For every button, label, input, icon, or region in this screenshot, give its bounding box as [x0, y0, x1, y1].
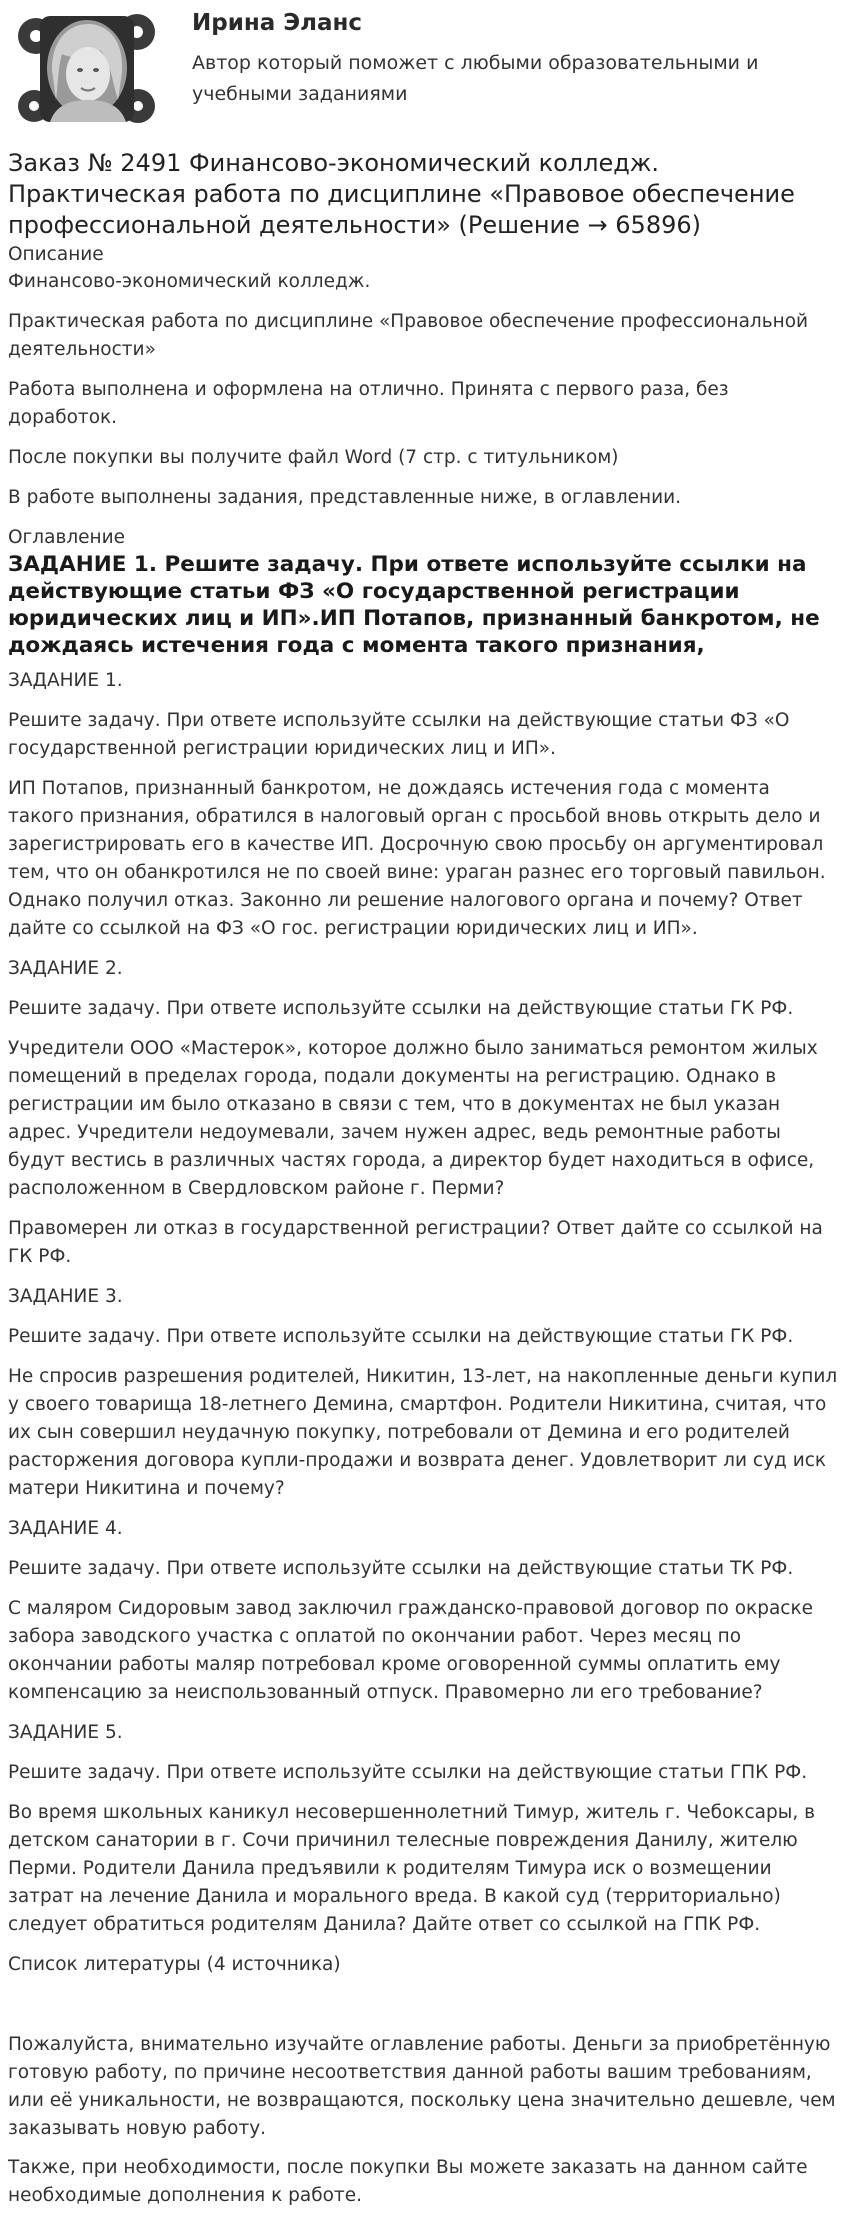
- refund-notice: Пожалуйста, внимательно изучайте оглавление работы. Деньги за приобретённую готовую работу, по причине несоответствия данной работы вашим требованиям, или её уникальности, не возвращаются, поскольку цена значительно дешевле, чем заказывать новую работу.: [8, 2034, 836, 2139]
- task-text: Не спросив разрешения родителей, Никитин, 13-лет, на накопленные деньги купил у своего товарища 18-летнего Демина, смартфон. Родители Никитина, считая, что их сын совершил неудачную покупку, потребовали от Демина и его родителей расторжения договора купли-продажи и возврата денег. Удовлетворит ли суд иск матери Никитина и почему?: [8, 1366, 838, 1499]
- task-instruction: Решите задачу. При ответе используйте ссылки на действующие статьи ГК РФ.: [8, 998, 794, 1019]
- toc-label: Оглавление: [8, 527, 126, 548]
- task-title: ЗАДАНИЕ 2.: [8, 958, 123, 979]
- additions-notice: Также, при необходимости, после покупки Вы можете заказать на данном сайте необходимые дополнения к работе.: [8, 2157, 808, 2206]
- author-name[interactable]: Ирина Эланс: [192, 10, 363, 36]
- task-text: Во время школьных каникул несовершеннолетний Тимур, житель г. Чебоксары, в детском санатории в г. Сочи причинил телесные повреждения Данилу, жителю Перми. Родители Данила предъявили к родителям Тимура иск о возмещении затрат на лечение Данила и морального вреда. В какой суд (территориально) следует обратиться родителям Данила? Дайте ответ со ссылкой на ГПК РФ.: [8, 1802, 815, 1935]
- description-paragraph: Финансово-экономический колледж.: [8, 271, 371, 292]
- author-avatar: [14, 8, 159, 130]
- task-text: Учредители ООО «Мастерок», которое должно было заниматься ремонтом жилых помещений в пределах города, подали документы на регистрацию. Однако в регистрации им было отказано в связи с тем, что в документах не был указан адрес. Учредители недоумевали, зачем нужен адрес, ведь ремонтные работы будут вестись в различных частях города, а директор будет находиться в офисе, расположенном в Свердловском районе г. Перми?: [8, 1038, 818, 1199]
- description-paragraph: После покупки вы получите файл Word (7 стр. с титульником): [8, 447, 619, 468]
- task-text: Правомерен ли отказ в государственной регистрации? Ответ дайте со ссылкой на ГК РФ.: [8, 1218, 823, 1267]
- task-text: С маляром Сидоровым завод заключил гражданско-правовой договор по окраске забора заводского участка с оплатой по окончании работ. Через месяц по окончании работы маляр потребовал кроме оговоренной суммы оплатить ему компенсацию за неиспользованный отпуск. Правомерно ли его требование?: [8, 1598, 814, 1703]
- task-text: ИП Потапов, признанный банкротом, не дождаясь истечения года с момента такого признания, обратился в налоговый орган с просьбой вновь открыть дело и зарегистрировать его в качестве ИП. Досрочную свою просьбу он аргументировал тем, что он обанкротился не по своей вине: ураган разнес его торговый павильон. Однако получил отказ. Законно ли решение налогового органа и почему? Ответ дайте со ссылкой на ФЗ «О гос. регистрации юридических лиц и ИП».: [8, 778, 826, 939]
- description-label: Описание: [8, 244, 104, 265]
- description-paragraph: Практическая работа по дисциплине «Правовое обеспечение профессиональной деятельности»: [8, 311, 809, 360]
- footer-notice: [8, 2031, 839, 2210]
- task-instruction: Решите задачу. При ответе используйте ссылки на действующие статьи ФЗ «О государственной регистрации юридических лиц и ИП».: [8, 710, 790, 759]
- author-card: [8, 0, 839, 148]
- task-instruction: Решите задачу. При ответе используйте ссылки на действующие статьи ГК РФ.: [8, 1326, 794, 1347]
- task-title: ЗАДАНИЕ 5.: [8, 1722, 123, 1743]
- description-paragraph: В работе выполнены задания, представленные ниже, в оглавлении.: [8, 487, 682, 508]
- toc-heading: ЗАДАНИЕ 1. Решите задачу. При ответе используйте ссылки на действующие статьи ФЗ «О государственной регистрации юридических лиц и ИП».ИП Потапов, признанный банкротом, не дождаясь истечения года с момента такого признания,: [8, 552, 820, 658]
- spacer: [8, 1979, 839, 2031]
- bibliography-note: Список литературы (4 источника): [8, 1954, 341, 1975]
- order-title: Заказ № 2491 Финансово-экономический колледж. Практическая работа по дисциплине «Правовое обеспечение профессиональной деятельности» (Решение → 65896): [8, 149, 795, 239]
- task-instruction: Решите задачу. При ответе используйте ссылки на действующие статьи ТК РФ.: [8, 1558, 794, 1579]
- toc-section: [8, 667, 839, 1979]
- task-title: ЗАДАНИЕ 1.: [8, 670, 123, 691]
- description-paragraph: Работа выполнена и оформлена на отлично. Принята с первого раза, без доработок.: [8, 379, 729, 428]
- task-title: ЗАДАНИЕ 4.: [8, 1518, 123, 1539]
- description-section: [8, 268, 839, 512]
- task-instruction: Решите задачу. При ответе используйте ссылки на действующие статьи ГПК РФ.: [8, 1762, 808, 1783]
- task-title: ЗАДАНИЕ 3.: [8, 1286, 123, 1307]
- author-description: Автор который поможет с любыми образовательными и учебными заданиями: [192, 52, 759, 105]
